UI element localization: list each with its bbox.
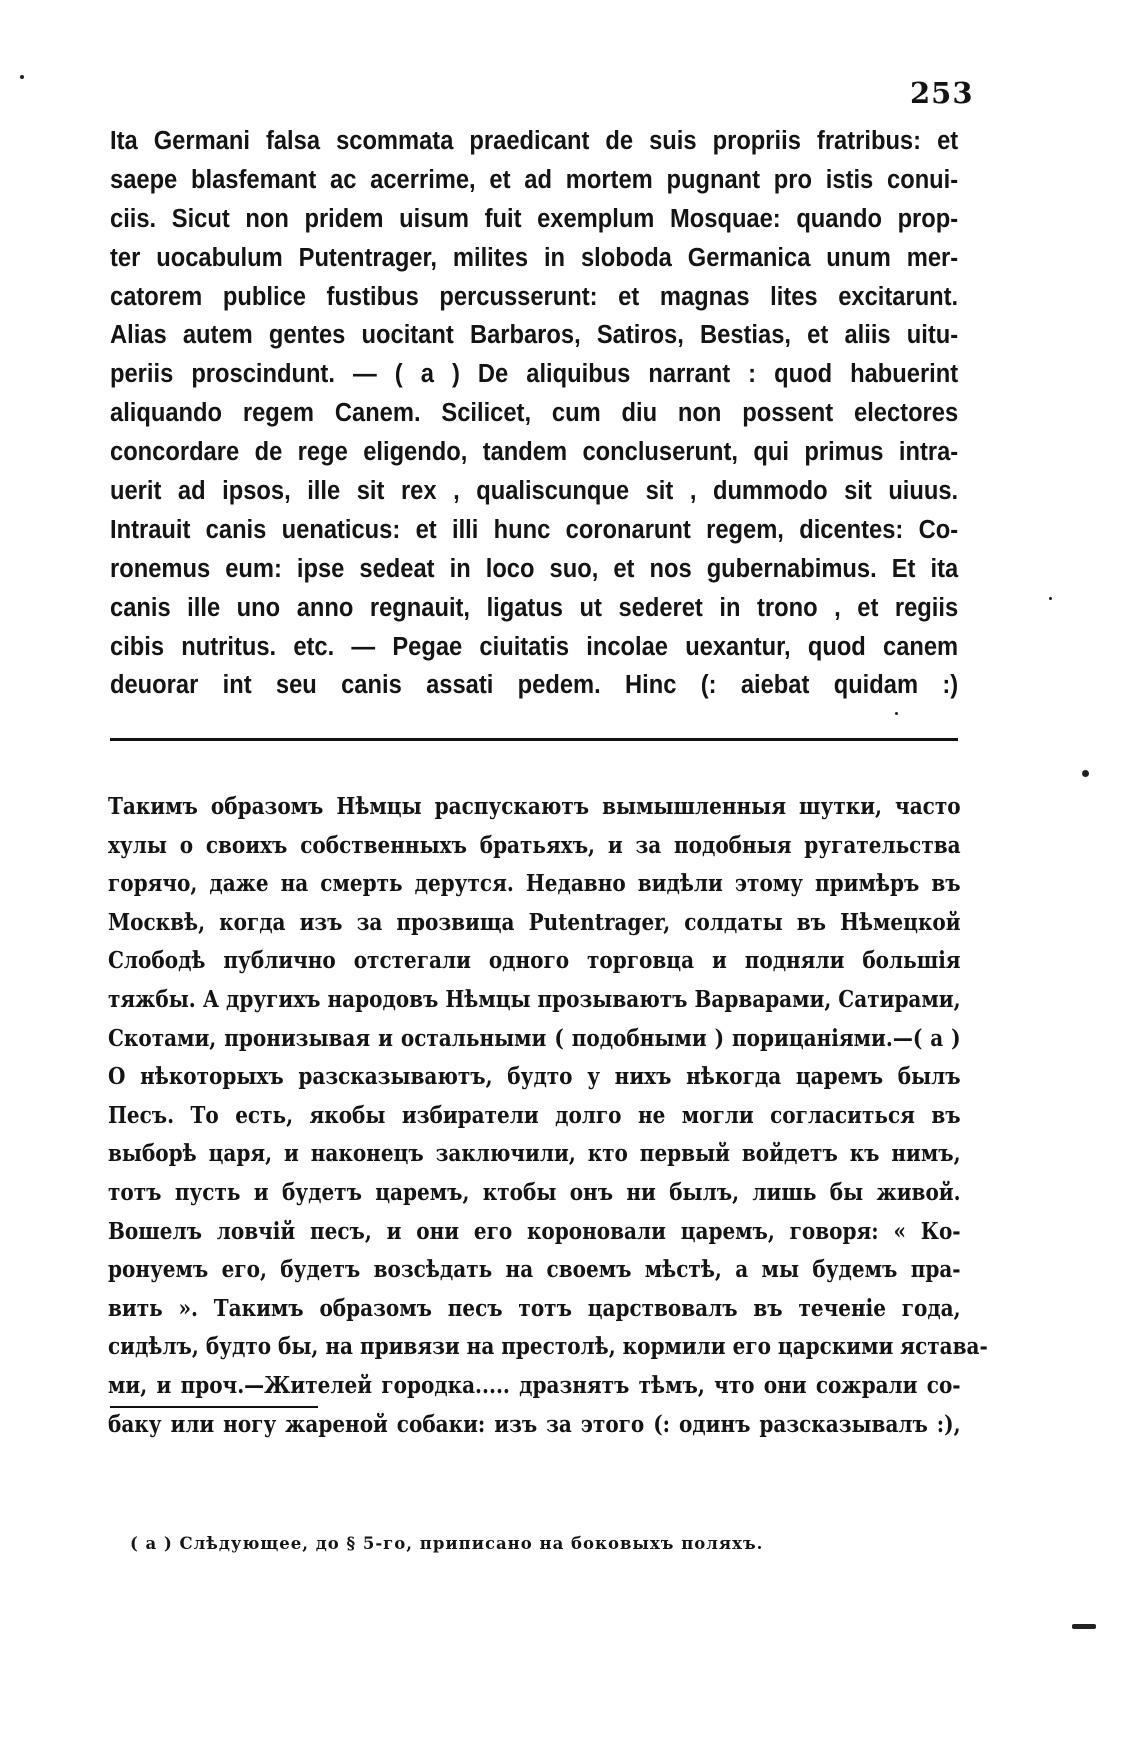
latin-line: ter uocabulum Putentrager, milites in sloboda Germanica unum mer- xyxy=(110,243,959,272)
russian-line: Слободѣ публично отстегали одного торговца и подняли большія xyxy=(108,947,961,975)
russian-line: Скотами, пронизывая и остальными ( подобными ) порицаніями.—( а ) xyxy=(108,1024,961,1052)
latin-line: concordare de rege eligendo, tandem concluserunt, qui primus intra- xyxy=(110,438,959,467)
russian-line: выборѣ царя, и наконецъ заключили, кто первый войдетъ къ нимъ, xyxy=(108,1140,961,1168)
russian-line: баку или ногу жареной собаки: изъ за этого (: одинъ разсказывалъ :), xyxy=(108,1410,961,1438)
latin-line: Ita Germani falsa scommata praedicant de suis propriis fratribus: et xyxy=(110,127,959,155)
latin-text-block xyxy=(110,122,958,705)
russian-line: горячо, даже на смерть дерутся. Недавно видѣли этому примѣръ въ xyxy=(108,870,961,898)
latin-line: deuorar int seu canis assati pedem. Hinc (: aiebat quidam :) xyxy=(110,671,959,700)
russian-line: Вошелъ ловчій песъ, и они его короновали царемъ, говоря: « Ко- xyxy=(108,1217,961,1245)
russian-line: вить ». Такимъ образомъ песъ тотъ царствовалъ въ теченіе года, xyxy=(108,1294,961,1322)
footnote-rule xyxy=(110,1406,318,1408)
latin-line: canis ille uno anno regnauit, ligatus ut sederet in trono , et regiis xyxy=(110,593,959,622)
russian-line: О нѣкоторыхъ разсказываютъ, будто у нихъ нѣкогда царемъ былъ xyxy=(108,1063,961,1091)
latin-line: cibis nutritus. etc. — Pegae ciuitatis incolae uexantur, quod canem xyxy=(110,632,959,661)
scan-speck xyxy=(895,712,898,715)
section-divider xyxy=(110,738,958,745)
latin-line: ronemus eum: ipse sedeat in loco suo, et nos gubernabimus. Et ita xyxy=(110,554,959,583)
latin-line: catorem publice fustibus percusserunt: et magnas lites excitarunt. xyxy=(110,282,959,311)
scan-speck xyxy=(1082,770,1089,777)
russian-line: Такимъ образомъ Нѣмцы распускаютъ вымышленныя шутки, часто xyxy=(108,793,961,820)
latin-line: Alias autem gentes uocitant Barbaros, Satiros, Bestias, et aliis uitu- xyxy=(110,321,959,350)
russian-line: ронуемъ его, будетъ возсѣдать на своемъ мѣстѣ, а мы будемъ пра- xyxy=(108,1256,961,1284)
latin-line: ciis. Sicut non pridem uisum fuit exemplum Mosquae: quando prop- xyxy=(110,204,959,233)
latin-line: aliquando regem Canem. Scilicet, cum diu non possent electores xyxy=(110,399,959,428)
latin-line: saepe blasfemant ac acerrime, et ad mortem pugnant pro istis conui- xyxy=(110,165,959,194)
russian-line: сидѣлъ, будто бы, на привязи на престолѣ, кормили его царскими ястава- xyxy=(108,1333,988,1361)
russian-line: ми, и проч.—Жителей городка..... дразнятъ тѣмъ, что они сожрали со- xyxy=(108,1371,961,1399)
scan-speck xyxy=(20,75,24,79)
russian-text-block xyxy=(108,788,988,1444)
russian-line: тотъ пусть и будетъ царемъ, ктобы онъ ни былъ, лишь бы живой. xyxy=(108,1178,961,1206)
russian-line: Москвѣ, когда изъ за прозвища Putentrager, солдаты въ Нѣмецкой xyxy=(108,908,961,936)
russian-line: хулы о своихъ собственныхъ братьяхъ, и за подобныя ругательства xyxy=(108,831,961,859)
latin-line: Intrauit canis uenaticus: et illi hunc coronarunt regem, dicentes: Co- xyxy=(110,515,959,544)
russian-line: тяжбы. А другихъ народовъ Нѣмцы прозываютъ Варварами, Сатирами, xyxy=(108,985,961,1013)
scan-speck xyxy=(1072,1624,1096,1629)
page-number: 253 xyxy=(910,76,974,110)
footnote: ( а ) Слѣдующее, до § 5-го, приписано на боковыхъ поляхъ. xyxy=(130,1534,764,1553)
latin-line: uerit ad ipsos, ille sit rex , qualiscunque sit , dummodo sit uiuus. xyxy=(110,477,959,506)
russian-line: Песъ. То есть, якобы избиратели долго не могли согласиться въ xyxy=(108,1101,961,1129)
latin-line: periis proscindunt. — ( a ) De aliquibus narrant : quod habuerint xyxy=(110,360,959,389)
scan-speck xyxy=(1049,597,1052,600)
